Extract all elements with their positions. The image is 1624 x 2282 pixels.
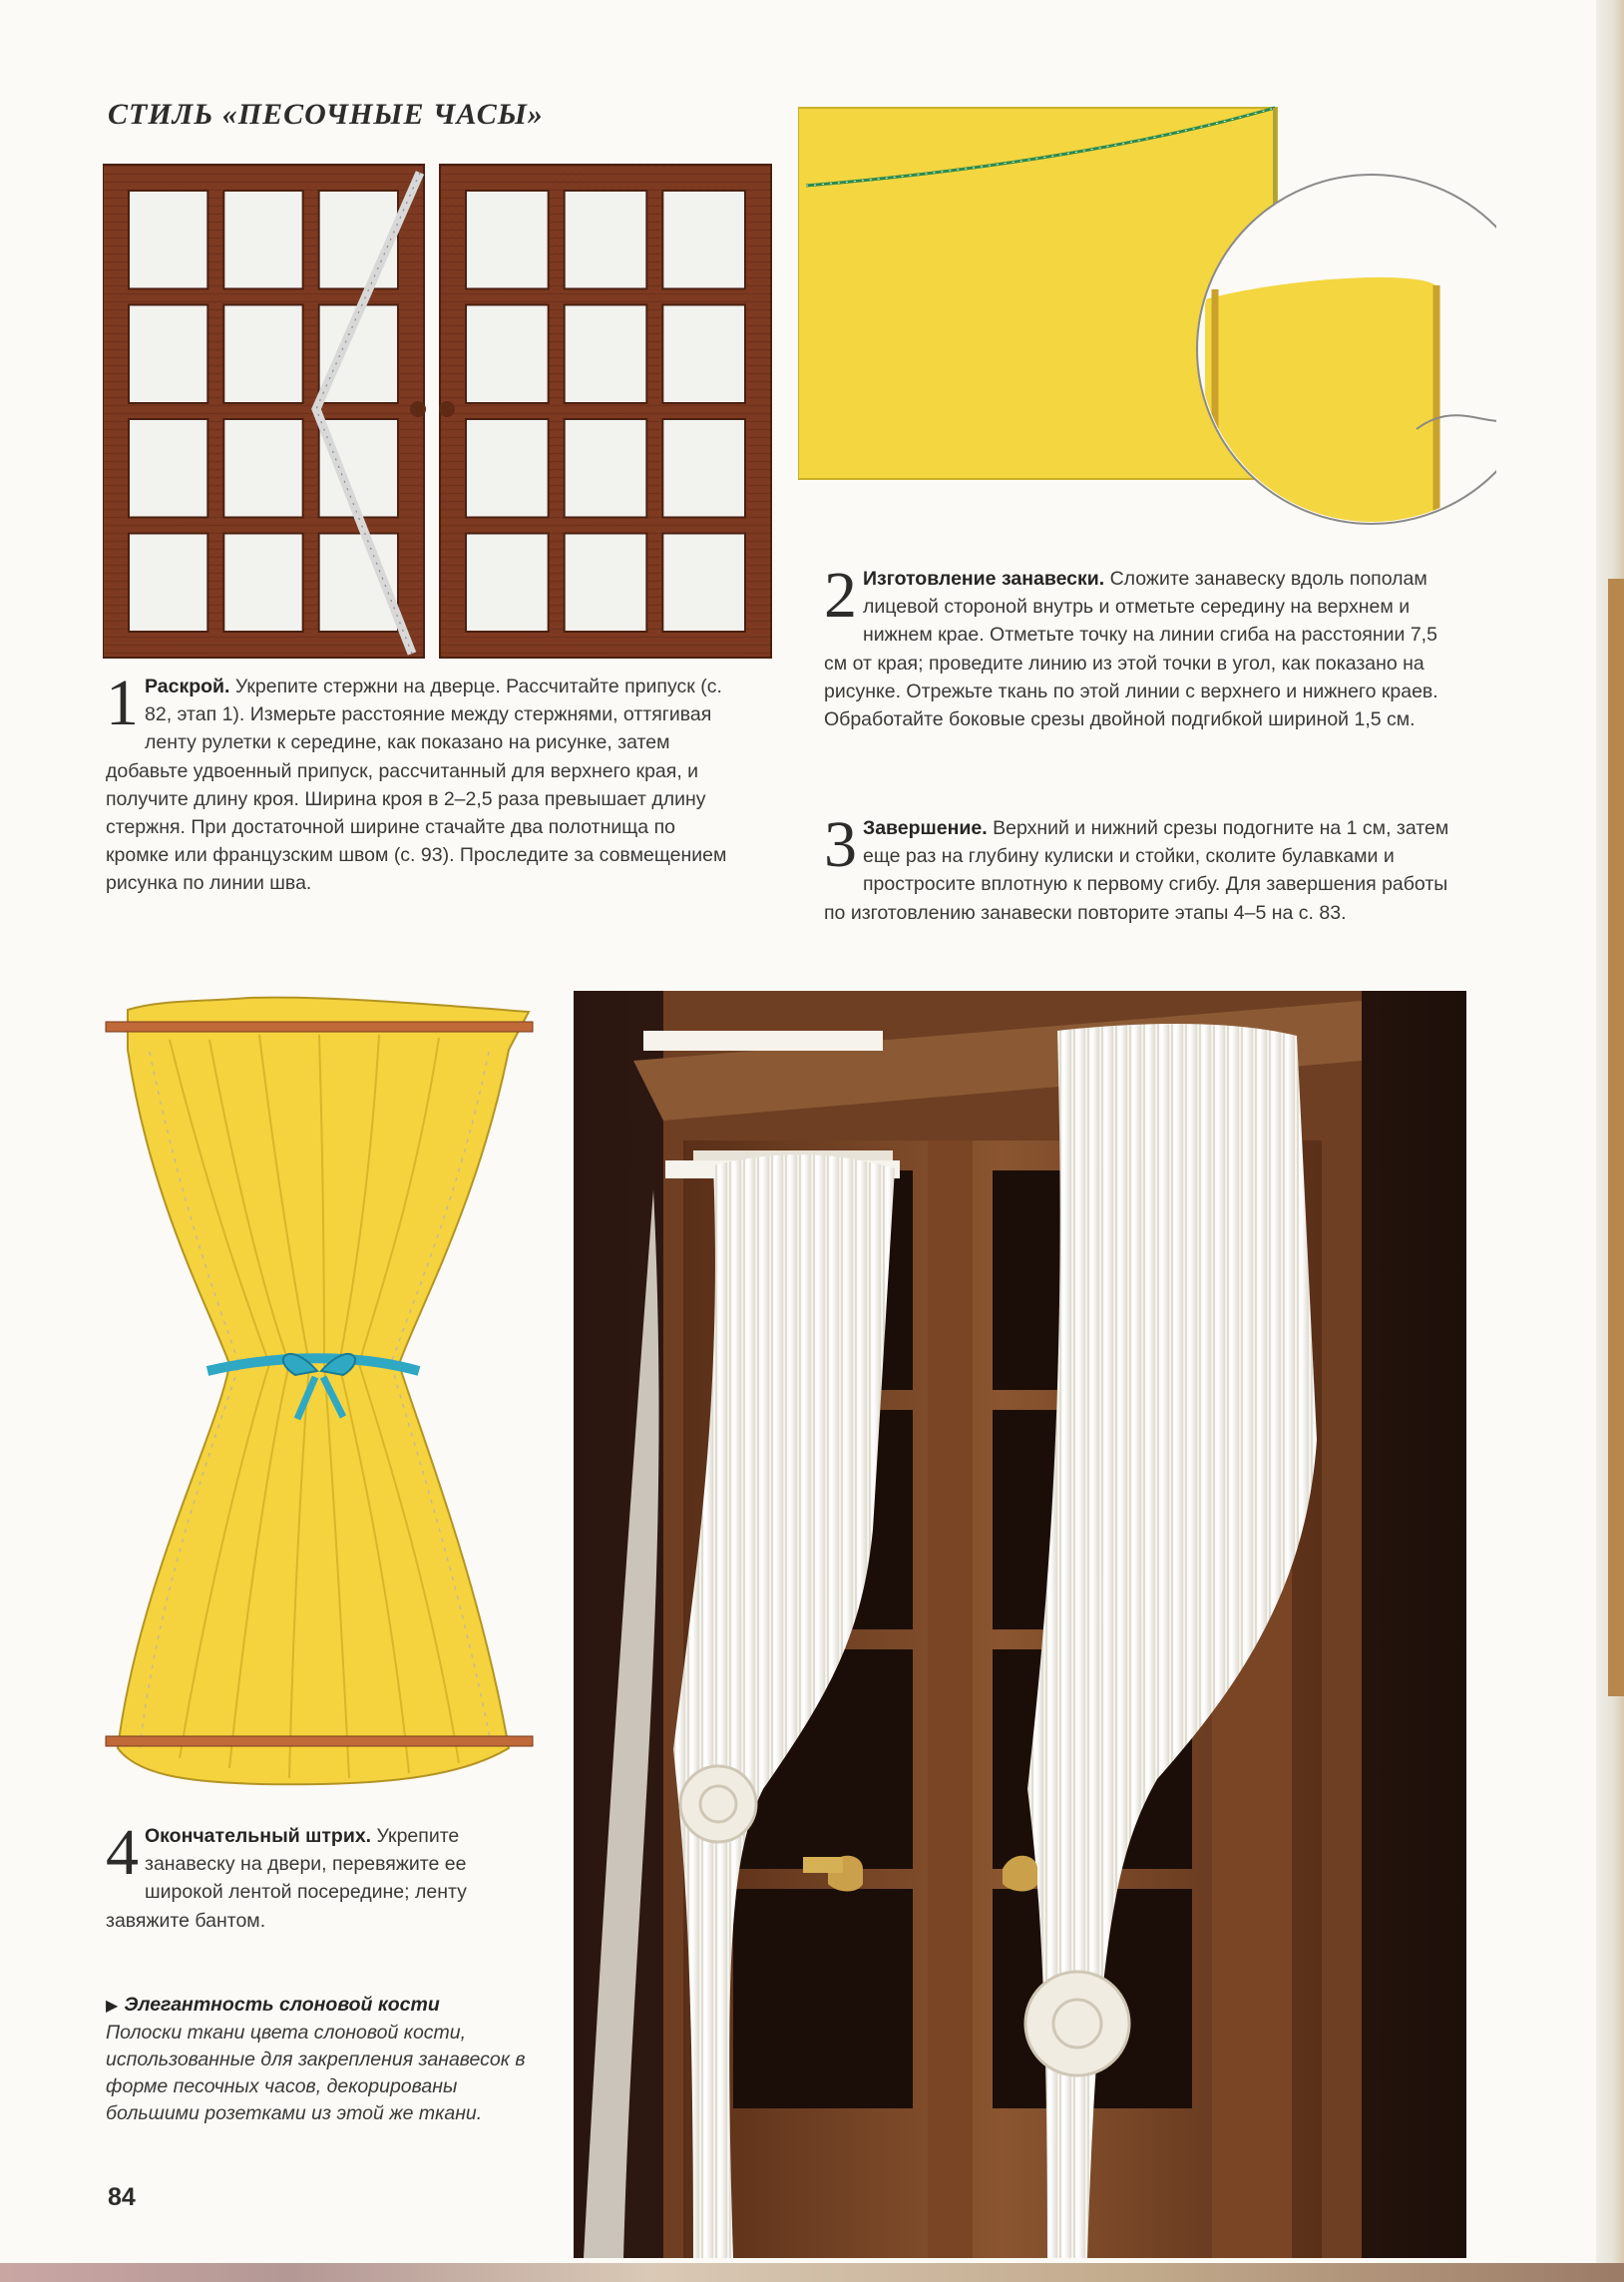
step-3-number: 3: [824, 808, 857, 881]
window-pane: [466, 305, 549, 404]
right-knob: [439, 401, 455, 417]
curtain-fabric: [118, 998, 529, 1785]
window-pane: [223, 191, 302, 289]
step-3: [824, 808, 1452, 927]
triangle-icon: ▶: [106, 1998, 119, 2015]
fabric-panel: [798, 108, 1277, 479]
step-1-text: Укрепите стержни на дверце. Рассчитайте припуск (с. 82, этап 1). Измерьте расстояние между стержнями, оттягивая ленту рулетки к середине, как показано на рисунке, затем добавьте удвоенный припуск, рассчитанный для верхнего края, и получите длину кроя. Ширина кроя в 2–2,5 раза превышает длину стержня. При достаточной ширине стачайте два полотнища по кромке или французским швом (с. 93). Проследите за совмещением рисунка по линии шва.: [106, 676, 727, 895]
window-pane: [129, 419, 207, 518]
window-pane: [223, 305, 302, 404]
step-4-title: Окончательный штрих.: [145, 1825, 372, 1847]
left-rosette: [680, 1766, 756, 1842]
window-pane: [565, 419, 647, 518]
top-rod: [106, 1022, 533, 1032]
window-pane: [223, 419, 302, 518]
window-pane: [223, 534, 302, 633]
step-2-number: 2: [824, 559, 857, 632]
step-4-number: 4: [106, 1816, 139, 1889]
doors-illustration: [103, 163, 773, 660]
window-pane: [466, 419, 549, 518]
caption-text: Полоски ткани цвета слоновой кости, использованные для закрепления занавесок в форме песочных часов, декорированы большими розетками из этой же ткани.: [106, 2022, 526, 2124]
window-pane: [565, 534, 647, 633]
step-4-text: Укрепите занавеску на двери, перевяжите ее широкой лентой посередине; ленту завяжите бантом.: [106, 1825, 467, 1932]
window-pane: [466, 191, 549, 289]
door-curtain-photo: [574, 991, 1466, 2258]
step-1: [106, 667, 740, 898]
step-1-number: 1: [106, 667, 139, 739]
window-pane: [662, 191, 745, 289]
hourglass-curtain-illustration: [100, 980, 539, 1798]
window-pane: [129, 191, 207, 289]
window-pane: [129, 534, 207, 633]
window-pane: [565, 305, 647, 404]
window-pane: [662, 534, 745, 633]
step-4: [106, 1816, 535, 1935]
page-number: 84: [108, 2183, 136, 2211]
fabric-illustration: [798, 100, 1496, 539]
window-pane: [565, 191, 647, 289]
step-1-title: Раскрой.: [145, 676, 230, 697]
right-rosette: [1025, 1972, 1129, 2075]
step-2-title: Изготовление занавески.: [863, 568, 1105, 590]
left-knob: [410, 401, 426, 417]
bottom-edge: [0, 2263, 1624, 2282]
step-2: [824, 559, 1452, 733]
window-pane: [319, 419, 398, 518]
step-3-text: Верхний и нижний срезы подогните на 1 см, затем еще раз на глубину кулиски и стойки, сколите булавками и простросите вплотную к первому сгибу. Для завершения работы по изготовлению занавески повторите этапы 4–5 на с. 83.: [824, 817, 1449, 924]
page-header: СТИЛЬ «ПЕСОЧНЫЕ ЧАСЫ»: [108, 98, 544, 131]
photo-caption: [106, 1992, 535, 2127]
bottom-rod: [106, 1736, 533, 1746]
window-pane: [662, 419, 745, 518]
window-pane: [466, 534, 549, 633]
curtain-rod-right: [643, 1031, 883, 1051]
step-3-title: Завершение.: [863, 817, 988, 839]
next-page-edge: [1608, 579, 1624, 1696]
window-pane: [129, 305, 207, 404]
window-pane: [662, 305, 745, 404]
caption-title: ▶ Элегантность слоновой кости: [106, 1994, 440, 2016]
step-2-text: Сложите занавеску вдоль пополам лицевой стороной внутрь и отметьте середину на верхнем и нижнем крае. Отметьте точку на линии сгиба на расстоянии 7,5 см от края; проведите линию из этой точки в угол, как показано на рисунке. Отрежьте ткань по этой линии с верхнего и нижнего краев. Обработайте боковые срезы двойной подгибкой шириной 1,5 см.: [824, 568, 1438, 731]
